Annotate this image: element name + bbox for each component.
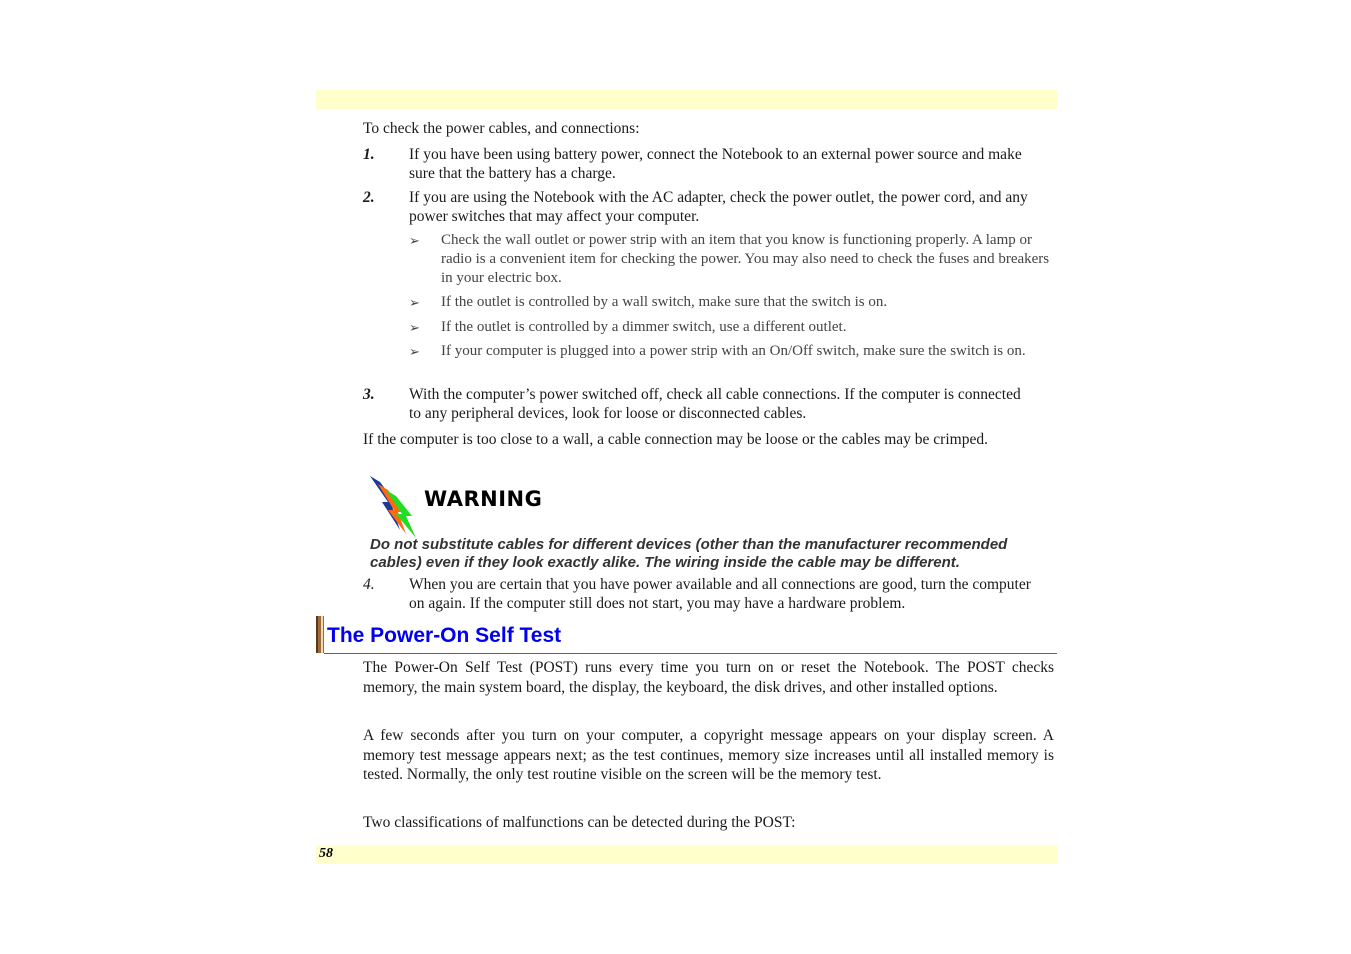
subitem-2: If the outlet is controlled by a wall switch, make sure that the switch is on. bbox=[441, 294, 888, 310]
subitem-3: If the outlet is controlled by a dimmer switch, use a different outlet. bbox=[441, 319, 847, 335]
post-paragraph-3: Two classifications of malfunctions can be detected during the POST: bbox=[363, 814, 796, 831]
footer-band bbox=[316, 845, 1057, 864]
page-number: 58 bbox=[319, 846, 333, 861]
bullet-arrow-icon: ➢ bbox=[409, 320, 420, 335]
bullet-arrow-icon: ➢ bbox=[409, 295, 420, 310]
step-number-3: 3. bbox=[363, 386, 375, 403]
step-number-4: 4. bbox=[363, 576, 375, 593]
step-text-2: If you are using the Notebook with the AC adapter, check the power outlet, the power cord, and any power switches that may affect your computer. bbox=[409, 189, 1028, 225]
step-number-2: 2. bbox=[363, 189, 375, 206]
subitem-4: If your computer is plugged into a power strip with an On/Off switch, make sure the switch is on. bbox=[441, 343, 1026, 359]
wall-note: If the computer is too close to a wall, a cable connection may be loose or the cables may be crimped. bbox=[363, 431, 988, 448]
step-text-3: With the computer’s power switched off, check all cable connections. If the computer is connected to any peripheral devices, look for loose or disconnected cables. bbox=[409, 386, 1021, 422]
step-number-1: 1. bbox=[363, 146, 375, 163]
warning-title: WARNING bbox=[424, 487, 543, 511]
section-rule bbox=[324, 653, 1057, 654]
post-paragraph-2: A few seconds after you turn on your computer, a copyright message appears on your display screen. A memory test message appears next; as the test continues, memory size increases until all installed memory is tested. Normally, the only test routine visible on the screen will be the memory test. bbox=[363, 727, 1054, 783]
step-text-1: If you have been using battery power, connect the Notebook to an external power source and make sure that the battery has a charge. bbox=[409, 146, 1022, 182]
warning-text: Do not substitute cables for different devices (other than the manufacturer recommended cables) even if they look exactly alike. The wiring inside the cable may be different. bbox=[370, 536, 1008, 571]
post-paragraph-1: The Power-On Self Test (POST) runs every time you turn on or reset the Notebook. The POST checks memory, the main system board, the display, the keyboard, the disk drives, and other installed options. bbox=[363, 659, 1054, 696]
header-band bbox=[316, 90, 1057, 109]
section-accent-bar bbox=[316, 616, 324, 653]
bullet-arrow-icon: ➢ bbox=[409, 344, 420, 359]
subitem-1: Check the wall outlet or power strip with an item that you know is functioning properly. A lamp or radio is a convenient item for checking the power. You may also need to check the fuses and breakers in your electric box. bbox=[441, 232, 1050, 286]
step-text-4: When you are certain that you have power available and all connections are good, turn the computer on again. If the computer still does not start, you may have a hardware problem. bbox=[409, 576, 1031, 612]
bullet-arrow-icon: ➢ bbox=[409, 233, 420, 248]
intro-text: To check the power cables, and connections: bbox=[363, 120, 640, 137]
lightning-bolt-icon bbox=[368, 472, 420, 540]
section-title: The Power-On Self Test bbox=[327, 624, 562, 647]
